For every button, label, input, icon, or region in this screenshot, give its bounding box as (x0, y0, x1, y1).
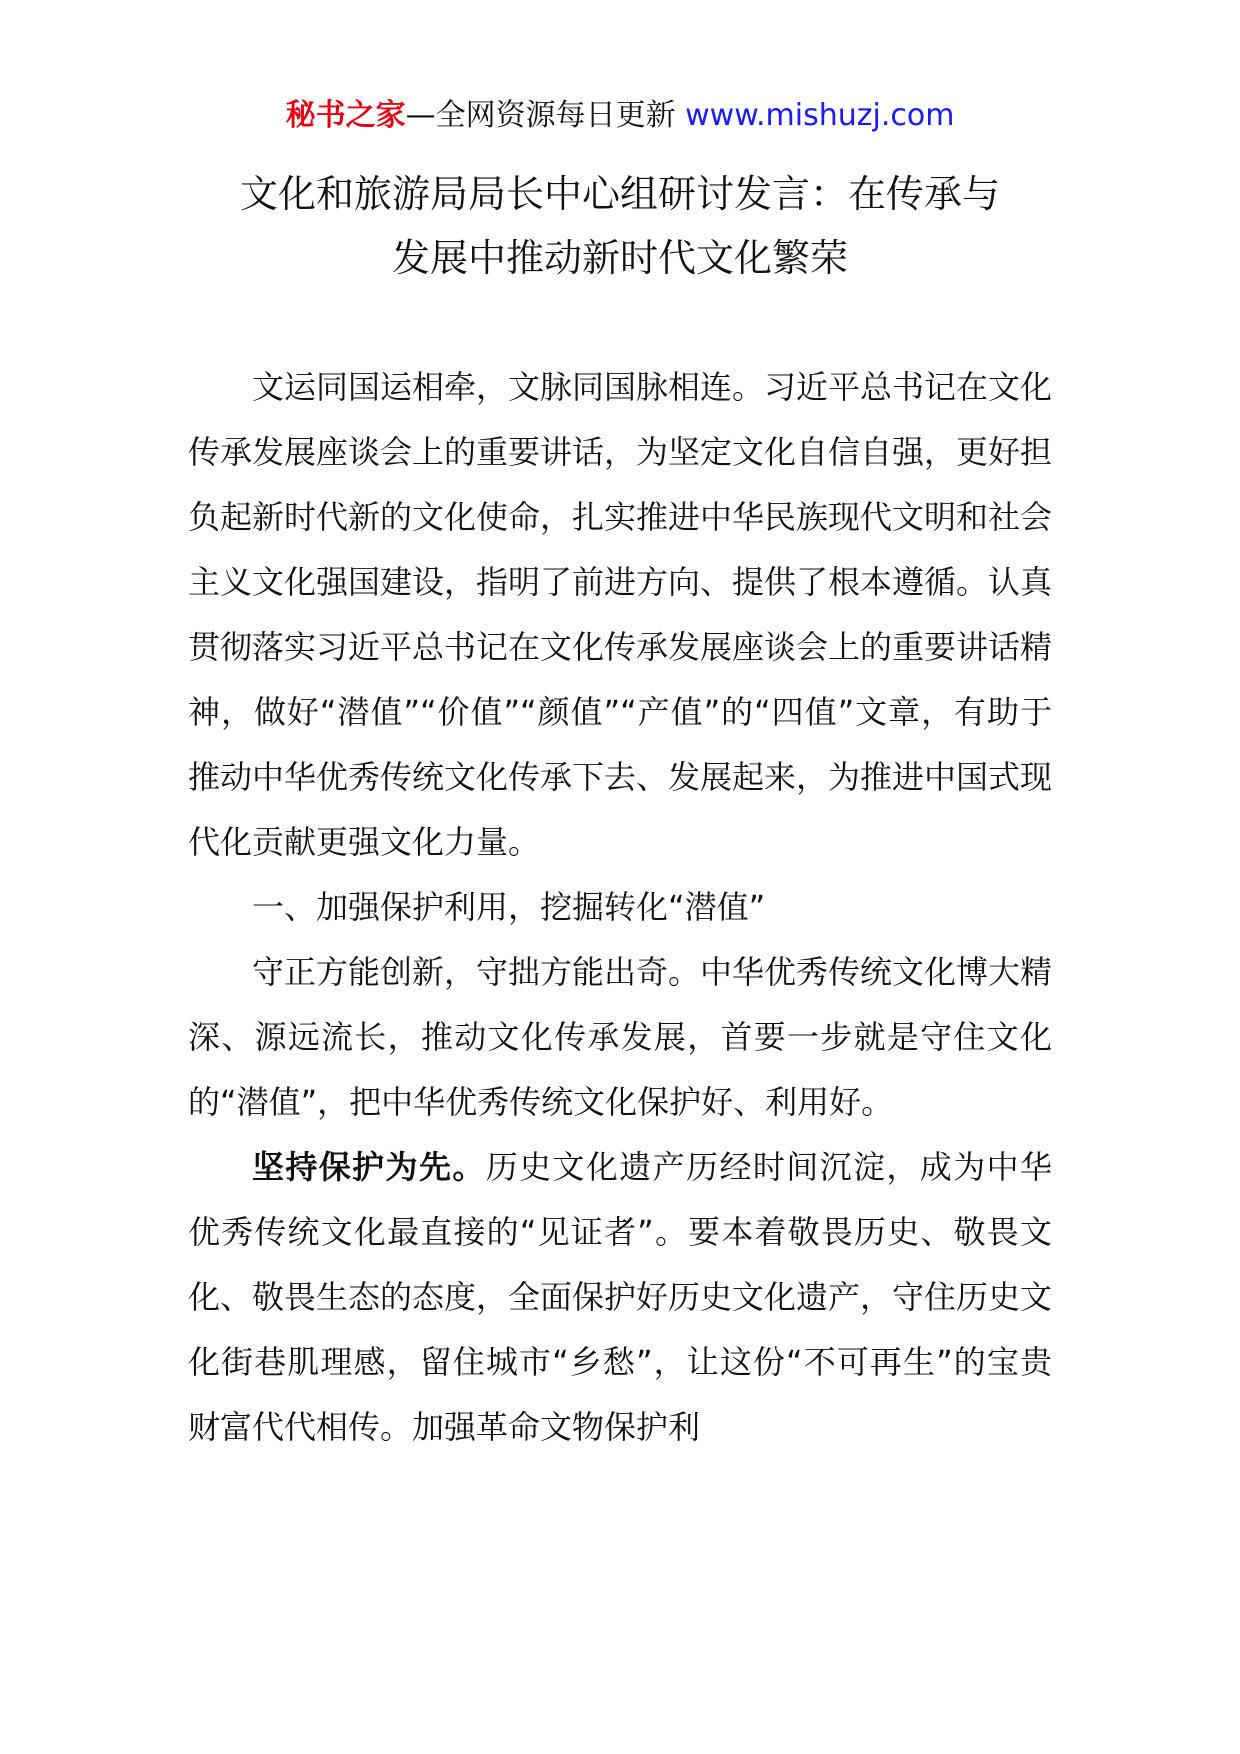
paragraph-text: 历史文化遗产历经时间沉淀，成为中华优秀传统文化最直接的“见证者”。要本着敬畏历史、敬畏文化、敬畏生态的态度，全面保护好历史文化遗产，守住历史文化街巷肌理感，留住城市“乡愁”，让这份“不可再生”的宝贵财富代代相传。加强革命文物保护利 (188, 1148, 1053, 1446)
document-body (188, 355, 1052, 1460)
paragraph-section-intro (188, 940, 1052, 1135)
brand-name: 秘书之家 (285, 98, 406, 133)
paragraph-lead: 坚持保护为先。 (252, 1148, 486, 1186)
section-heading-1 (188, 875, 1052, 940)
site-url-link[interactable]: www.mishuzj.com (685, 98, 955, 133)
paragraph-text: 守正方能创新，守拙方能出奇。中华优秀传统文化博大精深、源远流长，推动文化传承发展，首要一步就是守住文化的“潜值”，把中华优秀传统文化保护好、利用好。 (188, 953, 1053, 1121)
site-slogan: —全网资源每日更新 (405, 98, 686, 133)
title-line-1: 文化和旅游局局长中心组研讨发言：在传承与 (239, 172, 1000, 216)
paragraph-text: 一、加强保护利用，挖掘转化“潜值” (252, 888, 766, 926)
paragraph-text: 文运同国运相牵，文脉同国脉相连。习近平总书记在文化传承发展座谈会上的重要讲话，为坚定文化自信自强，更好担负起新时代新的文化使命，扎实推进中华民族现代文明和社会主义文化强国建设，指明了前进方向、提供了根本遵循。认真贯彻落实习近平总书记在文化传承发展座谈会上的重要讲话精神，做好“潜值”“价值”“颜值”“产值”的“四值”文章，有助于推动中华优秀传统文化传承下去、发展起来，为推进中国式现代化贡献更强文化力量。 (188, 368, 1053, 861)
site-header (0, 96, 1240, 136)
document-title (140, 162, 1100, 290)
paragraph-intro (188, 355, 1052, 875)
paragraph-protection-first (188, 1135, 1052, 1460)
title-line-2: 发展中推动新时代文化繁荣 (391, 236, 848, 280)
